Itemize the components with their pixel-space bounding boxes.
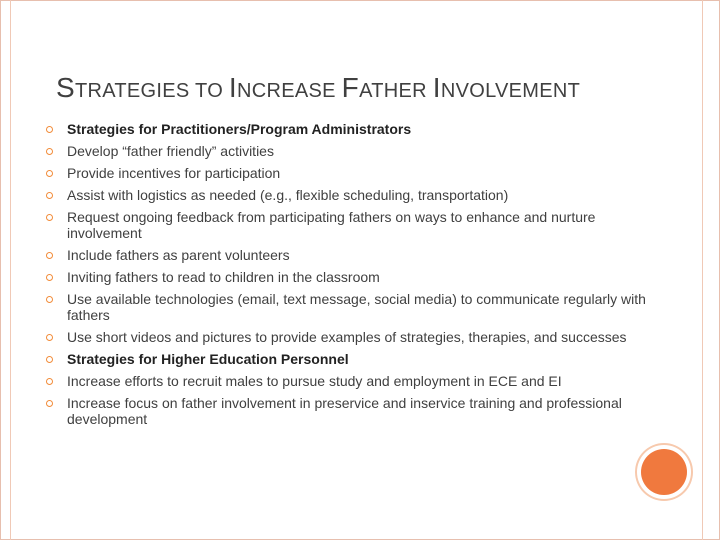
title-part: ATHER <box>359 80 433 102</box>
circle-bullet-icon <box>46 192 53 199</box>
list-item-text: Request ongoing feedback from participating fathers on ways to enhance and nurture involvement <box>67 209 596 241</box>
title-part: I <box>432 72 441 103</box>
left-decorative-line <box>10 0 11 540</box>
list-item <box>46 330 662 346</box>
list-item-text: Include fathers as parent volunteers <box>67 246 290 263</box>
list-item <box>46 144 662 160</box>
section-heading-item <box>46 122 662 138</box>
list-item-text: Provide incentives for participation <box>67 165 281 182</box>
list-item <box>46 188 662 204</box>
list-item <box>46 374 662 390</box>
circle-bullet-icon <box>46 126 53 133</box>
circle-bullet-icon <box>46 148 53 155</box>
list-item <box>46 166 662 182</box>
circle-bullet-icon <box>46 378 53 385</box>
circle-bullet-icon <box>46 400 53 407</box>
list-item-text: Use short videos and pictures to provide examples of strategies, therapies, and successes <box>67 328 627 345</box>
bullet-list <box>46 122 662 434</box>
list-item-text: Assist with logistics as needed (e.g., flexible scheduling, transportation) <box>67 187 509 204</box>
title-part: I <box>228 72 238 103</box>
decorative-orange-circle <box>641 449 687 495</box>
title-part: F <box>341 72 360 103</box>
list-item-text: Strategies for Higher Education Personnel <box>67 350 349 367</box>
circle-bullet-icon <box>46 274 53 281</box>
title-part: TRATEGIES TO <box>74 80 229 102</box>
list-item <box>46 270 662 286</box>
slide-title <box>56 74 696 102</box>
circle-bullet-icon <box>46 334 53 341</box>
circle-bullet-icon <box>46 170 53 177</box>
title-part: NCREASE <box>237 80 342 102</box>
list-item-text: Develop “father friendly” activities <box>67 143 274 160</box>
list-item-text: Strategies for Practitioners/Program Administrators <box>67 121 412 137</box>
list-item <box>46 396 662 427</box>
title-part: S <box>56 72 75 103</box>
list-item-text: Use available technologies (email, text message, social media) to communicate regularly with fathers <box>67 291 646 323</box>
list-item <box>46 292 662 323</box>
section-heading-item <box>46 352 662 368</box>
circle-bullet-icon <box>46 296 53 303</box>
list-item-text: Increase focus on father involvement in preservice and inservice training and professional development <box>67 395 622 427</box>
circle-bullet-icon <box>46 356 53 363</box>
circle-bullet-icon <box>46 252 53 259</box>
list-item <box>46 248 662 264</box>
circle-bullet-icon <box>46 214 53 221</box>
right-decorative-line <box>702 0 703 540</box>
list-item <box>46 210 662 241</box>
title-part: NVOLVEMENT <box>440 80 581 102</box>
list-item-text: Increase efforts to recruit males to pursue study and employment in ECE and EI <box>67 372 562 389</box>
list-item-text: Inviting fathers to read to children in the classroom <box>67 269 380 286</box>
